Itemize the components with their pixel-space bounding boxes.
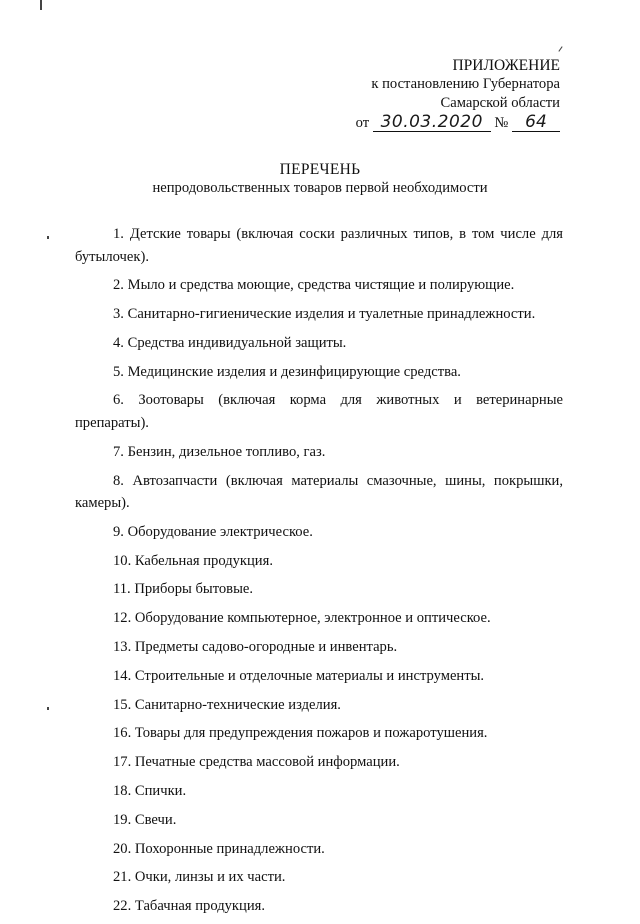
list-item: 3. Санитарно-гигиенические изделия и туалетные принадлежности.	[113, 306, 536, 323]
list-item: 17. Печатные средства массовой информации.	[113, 754, 400, 771]
list-item: 14. Строительные и отделочные материалы и инструменты.	[113, 667, 485, 684]
list-item: 1. Детские товары (включая соски различных типов, в том числе для бутылочек).	[75, 226, 563, 265]
appendix-line-1: к постановлению Губернатора	[371, 76, 560, 92]
list-item: 11. Приборы бытовые.	[113, 581, 254, 598]
handwritten-number: 64	[512, 113, 560, 132]
list-item: 15. Санитарно-технические изделия.	[113, 696, 341, 713]
appendix-line-2: Самарской области	[440, 95, 560, 111]
date-prefix: от	[355, 115, 370, 131]
appendix-heading: ПРИЛОЖЕНИЕ	[452, 57, 560, 74]
scan-mark	[47, 707, 49, 710]
list-item: 20. Похоронные принадлежности.	[113, 840, 325, 857]
list-item: 7. Бензин, дизельное топливо, газ.	[113, 443, 326, 460]
list-item: 22. Табачная продукция.	[113, 898, 266, 915]
scan-mark	[558, 46, 562, 51]
list-item: 2. Мыло и средства моющие, средства чистящие и полирующие.	[113, 277, 515, 294]
list-item: 13. Предметы садово-огородные и инвентарь.	[113, 639, 398, 656]
list-item: 4. Средства индивидуальной защиты.	[113, 334, 347, 351]
scan-mark	[40, 0, 42, 10]
list-item: 8. Автозапчасти (включая материалы смазочные, шины, покрышки, камеры).	[75, 472, 563, 512]
handwritten-date: 30.03.2020	[373, 113, 491, 132]
scan-mark	[47, 236, 49, 239]
list-item: 12. Оборудование компьютерное, электронное и оптическое.	[113, 610, 491, 627]
list-item: 6. Зоотовары (включая корма для животных и ветеринарные препараты).	[75, 392, 563, 431]
list-item: 10. Кабельная продукция.	[113, 552, 273, 569]
list-item: 9. Оборудование электрическое.	[113, 523, 313, 540]
goods-list	[75, 223, 563, 924]
document-subtitle: непродовольственных товаров первой необходимости	[152, 180, 488, 196]
list-item: 21. Очки, линзы и их части.	[113, 869, 286, 886]
list-item: 19. Свечи.	[113, 811, 177, 828]
list-item: 5. Медицинские изделия и дезинфицирующие средства.	[113, 363, 461, 380]
document-title: ПЕРЕЧЕНЬ	[279, 161, 361, 178]
order-line	[356, 113, 560, 133]
number-prefix: №	[494, 115, 509, 131]
list-item: 16. Товары для предупреждения пожаров и пожаротушения.	[113, 725, 488, 742]
appendix-block	[356, 56, 560, 133]
list-item: 18. Спички.	[113, 783, 187, 800]
